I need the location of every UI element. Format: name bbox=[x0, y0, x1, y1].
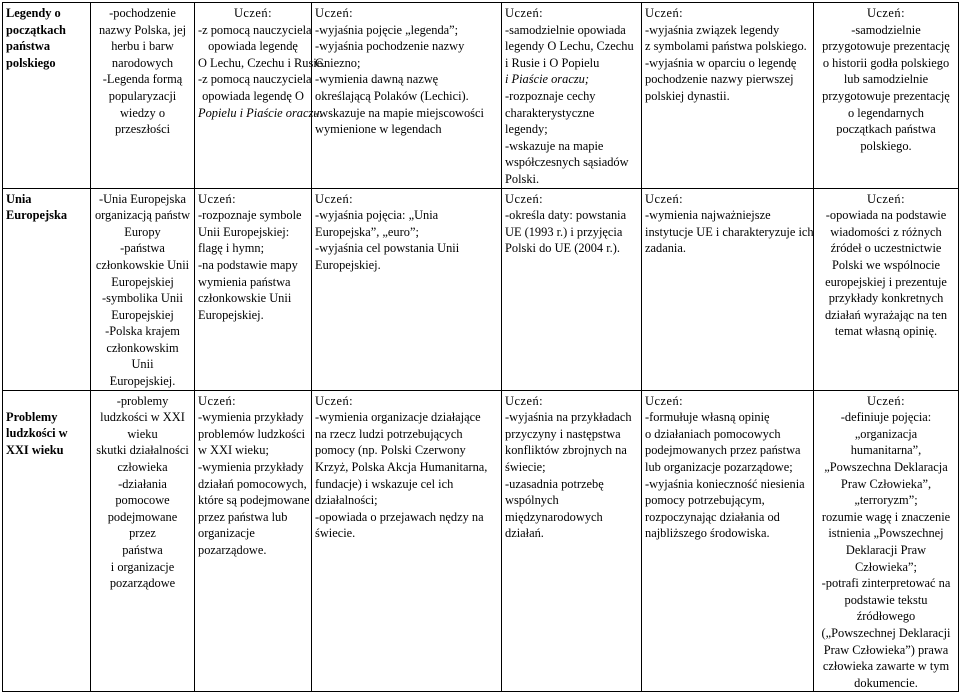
requirement-cell-3 bbox=[502, 390, 642, 692]
content-cell bbox=[91, 188, 195, 390]
cell-text bbox=[817, 5, 955, 154]
text-line: -wymienia dawną nazwę bbox=[315, 72, 439, 87]
text-line: Europejskiej. bbox=[315, 257, 381, 272]
text-line: -z pomocą nauczyciela bbox=[198, 22, 312, 37]
text-line: działań pomocowych, bbox=[198, 476, 307, 491]
text-line: które są podejmowane bbox=[198, 493, 310, 508]
text-line: -potrafi zinterpretować na bbox=[821, 576, 951, 591]
text-line: współczesnych sąsiadów bbox=[505, 155, 629, 170]
cell-text bbox=[94, 5, 191, 138]
text-line: działalności; bbox=[315, 493, 378, 508]
text-line: pozarządowe bbox=[109, 576, 176, 591]
content-cell bbox=[91, 390, 195, 692]
topic-label: Legendy o początkach państwa polskiego bbox=[6, 6, 66, 70]
text-line: na rzecz ludzi potrzebujących bbox=[315, 426, 463, 441]
requirement-cell-1 bbox=[195, 188, 312, 390]
text-line: -Legenda formą bbox=[102, 72, 183, 87]
text-line: świecie. bbox=[315, 526, 356, 541]
text-line: skutki działalności bbox=[96, 443, 189, 458]
text-line: przygotowuje prezentację bbox=[822, 39, 950, 54]
requirement-cell-2 bbox=[312, 3, 502, 189]
cell-text bbox=[645, 191, 814, 257]
text-line: organizacją państw bbox=[94, 208, 191, 223]
text-line: istnienia „Powszechnej bbox=[828, 526, 944, 541]
text-line: -wymienia przykłady bbox=[198, 410, 304, 425]
table-row bbox=[3, 188, 959, 390]
requirement-cell-1 bbox=[195, 390, 312, 692]
text-line: legendy; bbox=[505, 122, 548, 137]
text-line: herbu i barw bbox=[111, 39, 174, 54]
text-line: członkowskie Unii bbox=[198, 291, 292, 306]
cell-text bbox=[817, 393, 955, 692]
text-line: Człowieka”; bbox=[855, 559, 917, 574]
text-line: w XXI wieku; bbox=[198, 443, 269, 458]
text-line: Europejskiej. bbox=[109, 374, 176, 389]
cell-text bbox=[505, 5, 638, 188]
cell-text bbox=[817, 191, 955, 340]
cell-text bbox=[645, 393, 810, 542]
student-label: Uczeń: bbox=[315, 191, 354, 206]
student-label: Uczeń: bbox=[505, 393, 544, 408]
table-row bbox=[3, 390, 959, 692]
text-line: początkach państwa bbox=[836, 122, 936, 137]
text-line: dokumencie. bbox=[854, 675, 918, 690]
requirement-cell-4 bbox=[642, 188, 814, 390]
student-label: Uczeń: bbox=[315, 6, 354, 20]
text-line: wymienia państwa bbox=[198, 274, 291, 289]
text-line: -wskazuje na mapie bbox=[505, 138, 604, 153]
text-line: źródeł o uczestnictwie bbox=[830, 241, 942, 256]
text-line: człowieka zawarte w tym bbox=[822, 659, 950, 674]
text-line: -rozpoznaje symbole bbox=[198, 208, 302, 223]
text-line: o działaniach pomocowych bbox=[645, 426, 781, 441]
text-line: przez państwa lub bbox=[198, 509, 288, 524]
text-line: opowiada legendę bbox=[208, 39, 298, 54]
text-line: nazwy Polska, jej bbox=[98, 22, 187, 37]
student-label: Uczeń: bbox=[645, 393, 684, 408]
text-line: Polski do UE (2004 r.). bbox=[505, 241, 620, 256]
text-line: -definiuje pojęcia: bbox=[840, 410, 932, 425]
student-label: Uczeń: bbox=[505, 191, 544, 206]
requirement-cell-4 bbox=[642, 390, 814, 692]
text-line: fundacje) i wskazuje cel ich bbox=[315, 476, 454, 491]
requirement-cell-5 bbox=[814, 3, 959, 189]
text-line: podstawie tekstu bbox=[844, 592, 928, 607]
text-line: międzynarodowych bbox=[505, 509, 603, 524]
student-label: Uczeń: bbox=[315, 393, 354, 408]
text-line: przez bbox=[129, 526, 156, 541]
text-line: -Unia Europejska bbox=[98, 191, 187, 206]
topic-label: Problemy ludzkości w XXI wieku bbox=[6, 409, 68, 457]
cell-text bbox=[315, 393, 498, 542]
text-line: działań. bbox=[505, 526, 544, 541]
text-line: przykłady konkretnych bbox=[828, 291, 944, 306]
text-line: z symbolami państwa polskiego. bbox=[645, 39, 807, 54]
student-label: Uczeń: bbox=[505, 6, 544, 20]
cell-text bbox=[505, 393, 638, 542]
text-line: -z pomocą nauczyciela bbox=[198, 72, 312, 87]
text-line: człowieka bbox=[117, 460, 168, 475]
text-line: -symbolika Unii bbox=[102, 291, 183, 306]
cell-text bbox=[94, 393, 191, 592]
student-label: Uczeń: bbox=[233, 6, 273, 20]
text-line: przyczyny i następstwa bbox=[505, 426, 621, 441]
topic-cell bbox=[3, 390, 91, 692]
student-label: Uczeń: bbox=[866, 393, 906, 408]
text-line: -uzasadnia potrzebę bbox=[505, 476, 604, 491]
text-line: -opowiada o przejawach nędzy na bbox=[315, 509, 484, 524]
text-line: konfliktów zbrojnych na bbox=[505, 443, 627, 458]
text-line: popularyzacji bbox=[108, 88, 177, 103]
text-line: pomocowe bbox=[115, 493, 170, 508]
text-line: -na podstawie mapy bbox=[198, 257, 298, 272]
text-line: flagę i hymn; bbox=[198, 241, 265, 256]
text-line: opowiada legendę O bbox=[202, 88, 304, 103]
text-line: polskiego. bbox=[860, 138, 912, 153]
cell-text bbox=[94, 191, 191, 390]
text-line: -formułuje własną opinię bbox=[645, 410, 770, 425]
text-line: europejskiej i prezentuje bbox=[825, 274, 947, 289]
text-line: działań wyrażając na ten bbox=[824, 307, 948, 322]
student-label: Uczeń: bbox=[866, 6, 906, 20]
text-line: -państwa bbox=[120, 241, 165, 256]
text-line: Krzyż, Polska Akcja Humanitarna, bbox=[315, 460, 488, 475]
text-line: zadania. bbox=[645, 241, 686, 256]
text-line: charakterystyczne bbox=[505, 105, 595, 120]
text-line: Polski we wspólnocie bbox=[831, 257, 941, 272]
text-line: pochodzenie nazwy pierwszej bbox=[645, 72, 794, 87]
text-line: -wyjaśnia pochodzenie nazwy bbox=[315, 39, 465, 54]
curriculum-table bbox=[2, 2, 959, 692]
text-line: -problemy bbox=[116, 393, 169, 408]
cell-text bbox=[198, 393, 308, 559]
requirement-cell-5 bbox=[814, 390, 959, 692]
requirement-cell-4 bbox=[642, 3, 814, 189]
text-line: -wskazuje na mapie miejscowości bbox=[315, 105, 484, 120]
student-label: Uczeń: bbox=[645, 6, 684, 20]
text-line: o legendarnych bbox=[847, 105, 925, 120]
text-line: Popielu i Piaście oraczu. bbox=[198, 105, 323, 120]
cell-text bbox=[315, 191, 498, 274]
requirement-cell-5 bbox=[814, 188, 959, 390]
text-line: -rozpoznaje cechy bbox=[505, 88, 596, 103]
text-line: państwa bbox=[122, 543, 163, 557]
text-line: UE (1993 r.) i przyjęcia bbox=[505, 224, 623, 239]
text-line: Europejskiej bbox=[111, 274, 174, 289]
text-line: legendy O Lechu, Czechu bbox=[505, 39, 634, 54]
text-line: instytucje UE i charakteryzuje ich bbox=[645, 224, 814, 239]
text-line: Unii bbox=[131, 357, 154, 372]
text-line: Unii Europejskiej: bbox=[198, 224, 290, 239]
text-line: pozarządowe. bbox=[198, 543, 267, 557]
table-row bbox=[3, 3, 959, 189]
cell-text bbox=[315, 5, 498, 138]
text-line: -opowiada na podstawie bbox=[825, 208, 947, 223]
text-line: Europejskiej bbox=[111, 307, 174, 322]
text-line: i organizacje bbox=[110, 559, 175, 574]
text-line: źródłowego bbox=[856, 609, 916, 624]
topic-cell bbox=[3, 188, 91, 390]
cell-text bbox=[645, 5, 810, 105]
text-line: podejmowanych przez państwa bbox=[645, 443, 801, 458]
text-line: wymienione w legendach bbox=[315, 122, 442, 137]
text-line: -pochodzenie bbox=[109, 6, 176, 20]
text-line: i Piaście oraczu; bbox=[505, 72, 589, 87]
text-line: pomocy potrzebującym, bbox=[645, 493, 765, 508]
text-line: polskiej dynastii. bbox=[645, 88, 730, 103]
requirement-cell-3 bbox=[502, 188, 642, 390]
text-line: wieku bbox=[127, 426, 158, 441]
topic-label: Unia Europejska bbox=[6, 191, 68, 223]
text-line: członkowskie Unii bbox=[95, 257, 190, 272]
text-line: „organizacja bbox=[854, 426, 918, 441]
text-line: o historii godła polskiego bbox=[822, 55, 950, 70]
requirement-cell-1 bbox=[195, 3, 326, 189]
text-line: Polski. bbox=[505, 171, 540, 186]
text-line: -działania bbox=[118, 476, 167, 491]
text-line: ludzkości w XXI bbox=[100, 410, 185, 425]
text-line: „terroryzm”; bbox=[854, 493, 918, 508]
text-line: Praw Człowieka”) prawa bbox=[823, 642, 949, 657]
student-label: Uczeń: bbox=[198, 191, 237, 206]
text-line: -wyjaśnia pojęcia: „Unia bbox=[315, 208, 439, 223]
text-line: Europejska”, „euro”; bbox=[315, 224, 419, 239]
text-line: -wymienia przykłady bbox=[198, 460, 304, 475]
text-line: humanitarna”, bbox=[850, 443, 922, 458]
student-label: Uczeń: bbox=[645, 191, 684, 206]
text-line: najbliższego środowiska. bbox=[645, 526, 770, 541]
text-line: -wymienia organizacje działające bbox=[315, 410, 481, 425]
text-line: -wymienia najważniejsze bbox=[645, 208, 771, 223]
text-line: i Rusie i O Popielu bbox=[505, 55, 600, 70]
text-line: wiadomości z różnych bbox=[830, 224, 942, 239]
text-line: („Powszechnej Deklaracji bbox=[821, 625, 951, 640]
text-line: podejmowane bbox=[107, 509, 178, 524]
text-line: O Lechu, Czechu i Rusie. bbox=[198, 55, 326, 70]
student-label: Uczeń: bbox=[198, 393, 237, 408]
text-line: temat własną opinię. bbox=[834, 324, 938, 339]
requirement-cell-2 bbox=[312, 188, 502, 390]
requirement-cell-3 bbox=[502, 3, 642, 189]
text-line: -wyjaśnia pojęcie „legenda”; bbox=[315, 22, 459, 37]
text-line: rozumie wagę i znaczenie bbox=[821, 509, 951, 524]
text-line: Praw Człowieka”, bbox=[840, 476, 932, 491]
text-line: -wyjaśnia konieczność niesienia bbox=[645, 476, 805, 491]
text-line: przeszłości bbox=[114, 122, 171, 137]
text-line: -wyjaśnia w oparciu o legendę bbox=[645, 55, 797, 70]
cell-text bbox=[198, 5, 326, 121]
text-line: lub organizacje pozarządowe; bbox=[645, 460, 793, 475]
cell-text bbox=[505, 191, 638, 257]
text-line: lub samodzielnie bbox=[843, 72, 929, 87]
text-line: -określa daty: powstania bbox=[505, 208, 627, 223]
content-cell bbox=[91, 3, 195, 189]
text-line: -samodzielnie bbox=[851, 22, 921, 37]
text-line: organizacje bbox=[198, 526, 255, 541]
student-label: Uczeń: bbox=[866, 191, 906, 206]
text-line: Gniezno; bbox=[315, 55, 361, 70]
topic-cell bbox=[3, 3, 91, 189]
requirement-cell-2 bbox=[312, 390, 502, 692]
text-line: -wyjaśnia na przykładach bbox=[505, 410, 632, 425]
text-line: określającą Polaków (Lechici). bbox=[315, 88, 469, 103]
text-line: przygotowuje prezentację bbox=[822, 88, 950, 103]
text-line: -wyjaśnia związek legendy bbox=[645, 22, 780, 37]
text-line: członkowskim bbox=[106, 340, 179, 355]
text-line: Europejskiej. bbox=[198, 307, 264, 322]
text-line: wspólnych bbox=[505, 493, 559, 508]
text-line: wiedzy o bbox=[119, 105, 166, 120]
text-line: -Polska krajem bbox=[105, 324, 180, 339]
text-line: „Powszechna Deklaracja bbox=[824, 460, 948, 475]
text-line: -samodzielnie opowiada bbox=[505, 22, 626, 37]
text-line: problemów ludzkości bbox=[198, 426, 306, 441]
text-line: rozpoczynając działania od bbox=[645, 509, 780, 524]
text-line: narodowych bbox=[111, 55, 174, 70]
cell-text bbox=[198, 191, 308, 324]
text-line: Deklaracji Praw bbox=[845, 543, 927, 557]
text-line: -wyjaśnia cel powstania Unii bbox=[315, 241, 460, 256]
text-line: Europy bbox=[124, 224, 161, 239]
text-line: świecie; bbox=[505, 460, 546, 475]
text-line: pomocy (np. Polski Czerwony bbox=[315, 443, 466, 458]
